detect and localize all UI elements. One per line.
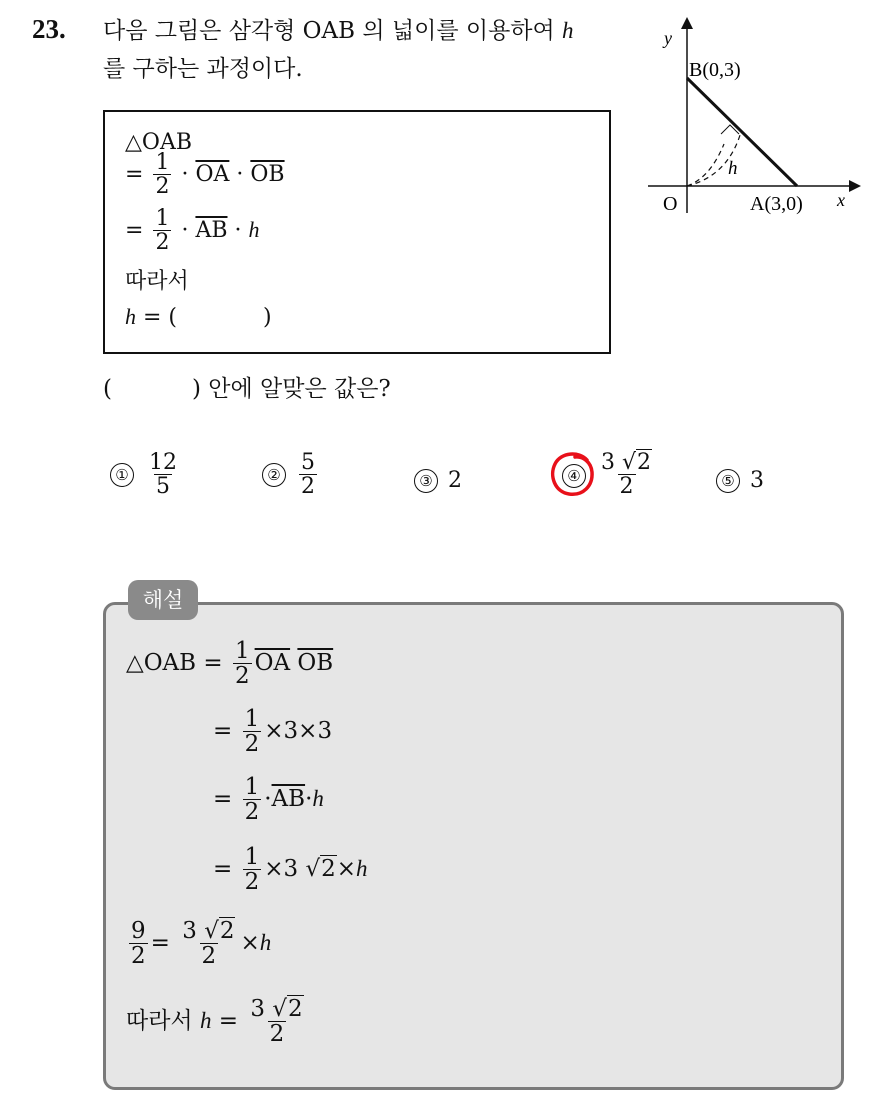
origin-label: O [663,193,678,215]
question-var-h: h [562,18,574,43]
option-2[interactable] [262,452,320,498]
option-3-mark: ③ [414,469,438,493]
point-B-label: B(0,3) [689,59,741,81]
dashed-curve-1 [687,144,724,186]
h-label: h [728,158,738,179]
option-4-value: $\frac{3 √2}{2}$ [601,450,652,499]
solution-line-4: = $\frac{1}{2}$ ×3 √2×h [213,844,368,895]
option-5[interactable] [716,468,764,493]
solution-line-3: = $\frac{1}{2}$ $\cdot\overline{AB}\cdot h$ [213,774,324,825]
option-5-value: 3 [750,468,764,493]
question-prompt: ( ) 안에 알맞은 값은? [103,376,391,402]
option-4[interactable] [562,452,657,498]
process-box [103,110,611,354]
option-5-mark: ⑤ [716,469,740,493]
segment-AB: $\overline{AB}$ [195,218,228,243]
option-1[interactable] [110,452,182,498]
selected-answer-circle [547,448,599,500]
process-line-3: = $\frac{1}{2}$ · $\overline{AB} \cdot h$ [125,206,260,255]
process-line-1: △OAB [125,130,193,155]
point-A-label: A(3,0) [750,193,803,215]
x-axis-label: x [837,190,845,210]
question-number: 23. [32,14,66,44]
process-line-2: = $\frac{1}{2}$ · $\overline{OA} \cdot \overline{OB}$ [125,150,285,199]
solution-line-5: $\frac{9}{2}$ = $\frac{3 √2}{2}$ ×h [131,918,272,969]
question-text [103,12,633,88]
solution-tag: 해설 [128,580,198,620]
question-text-line1: 다음 그림은 삼각형 OAB 의 넓이를 이용하여 [103,18,555,44]
solution-line-6: 따라서 h = $\frac{3 √2}{2}$ [126,996,303,1047]
solution-line-2: = $\frac{1}{2}$ ×3×3 [213,706,333,757]
coordinate-figure [640,8,870,223]
process-line-5: h = ( ) [125,304,272,330]
option-1-value: $\frac{12}{5}$ [149,450,177,499]
solution-line-1: △OAB = $\frac{1}{2}$ $\overline{OA}$ $\overline{OB}$ [126,638,334,689]
option-3[interactable] [414,468,462,493]
fraction-half: $\frac{1}{2}$ [155,150,170,199]
option-1-mark: ① [110,463,134,487]
question-text-line2: 를 구하는 과정이다. [103,56,303,82]
segment-AB [687,78,797,186]
segment-OB: $\overline{OB}$ [250,162,285,187]
option-3-value: 2 [448,468,462,493]
option-2-value: $\frac{5}{2}$ [301,450,315,499]
y-axis-label: y [664,28,672,48]
segment-OA: $\overline{OA}$ [195,162,230,187]
fraction-half: $\frac{1}{2}$ [155,206,170,255]
option-2-mark: ② [262,463,286,487]
option-4-mark: ④ [562,464,586,488]
process-line-4: 따라서 [125,269,189,294]
